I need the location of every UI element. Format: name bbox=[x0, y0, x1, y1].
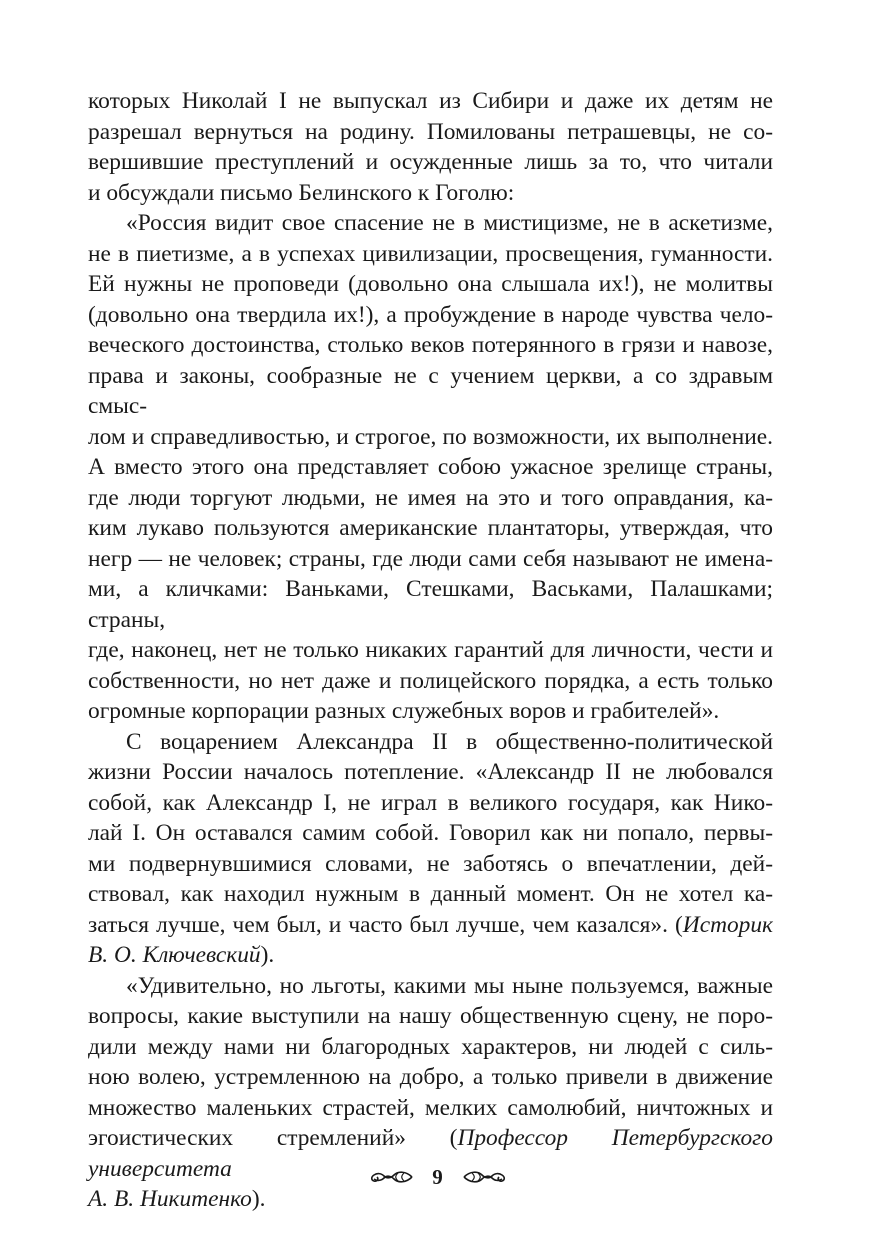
citation-italic: А. В. Никитенко bbox=[88, 1186, 252, 1212]
citation-italic: Профессор Петербургского университета bbox=[88, 1125, 773, 1182]
citation-italic: В. О. Ключевский bbox=[88, 942, 261, 968]
page-body bbox=[88, 86, 773, 1215]
text-line: ми, а кличками: Ваньками, Стешками, Васьками, Палашками; страны, bbox=[88, 576, 773, 633]
text-run: ). bbox=[251, 1186, 266, 1212]
text-line: вершившие преступлений и осужденные лишь за то, что читали bbox=[88, 149, 773, 175]
text-line: где люди торгуют людьми, не имея на это и того оправдания, ка- bbox=[88, 484, 773, 511]
text-line: ким лукаво пользуются американские плантаторы, утверждая, что bbox=[88, 515, 773, 541]
text-run: ). bbox=[260, 942, 275, 968]
paragraph-3-alexander bbox=[88, 727, 773, 971]
right-ornament-icon bbox=[462, 1169, 508, 1185]
page-footer bbox=[0, 1163, 875, 1191]
text-line: не в пиетизме, а в успехах цивилизации, просвещения, гуманности. bbox=[88, 240, 773, 267]
text-line: жизни России началось потепление. «Александр II не любовался bbox=[88, 759, 773, 785]
citation-italic: Историк bbox=[682, 911, 773, 938]
text-run: эгоистических стремлений» ( bbox=[88, 1125, 458, 1151]
text-line: «Удивительно, но льготы, какими мы ныне пользуемся, важные bbox=[126, 972, 773, 999]
text-line bbox=[88, 940, 773, 971]
text-run: заться лучше, чем был, и часто был лучше, чем казался». ( bbox=[88, 911, 683, 938]
text-line: права и законы, сообразные не с учением церкви, а со здравым смыс- bbox=[88, 362, 773, 419]
text-line: множество маленьких страстей, мелких самолюбий, ничтожных и bbox=[88, 1094, 773, 1121]
text-line: собой, как Александр I, не играл в великого государя, как Нико- bbox=[88, 789, 773, 816]
text-line: и обсуждали письмо Белинского к Гоголю: bbox=[88, 179, 515, 206]
text-line: ми подвернувшимися словами, не заботясь о впечатлении, дей- bbox=[88, 850, 773, 877]
text-line: негр — не человек; страны, где люди сами себя называют не имена- bbox=[88, 545, 773, 572]
text-line: где, наконец, нет не только никаких гарантий для личности, чести и bbox=[88, 637, 773, 663]
text-line: А вместо этого она представляет собою ужасное зрелище страны, bbox=[88, 454, 773, 480]
text-line: веческого достоинства, столько веков потерянного в грязи и навозе, bbox=[88, 332, 773, 358]
text-line: разрешал вернуться на родину. Помилованы петрашевцы, не со- bbox=[88, 118, 773, 145]
text-line: вопросы, какие выступили на нашу общественную сцену, не поро- bbox=[88, 1003, 773, 1029]
text-line: С воцарением Александра II в общественно-политической bbox=[126, 728, 773, 755]
page-number: 9 bbox=[432, 1164, 443, 1189]
text-line: ною волею, устремленною на добро, а только привели в движение bbox=[88, 1064, 773, 1090]
text-line: дили между нами ни благородных характеров, ни людей с силь- bbox=[88, 1033, 773, 1060]
paragraph-1 bbox=[88, 86, 773, 208]
text-line: лом и справедливостью, и строгое, по возможности, их выполнение. bbox=[88, 423, 773, 450]
text-line: «Россия видит свое спасение не в мистицизме, не в аскетизме, bbox=[126, 210, 773, 236]
text-line: Ей нужны не проповеди (довольно она слышала их!), не молитвы bbox=[88, 271, 773, 297]
text-line: (довольно она твердила их!), а пробуждение в народе чувства чело- bbox=[88, 301, 773, 328]
text-line: собственности, но нет даже и полицейского порядка, а есть только bbox=[88, 667, 773, 694]
text-line: ствовал, как находил нужным в данный момент. Он не хотел ка- bbox=[88, 881, 773, 907]
left-ornament-icon bbox=[368, 1169, 414, 1185]
text-line: огромные корпорации разных служебных воров и грабителей». bbox=[88, 698, 720, 724]
text-line: которых Николай I не выпускал из Сибири и даже их детям не bbox=[88, 88, 773, 114]
text-line bbox=[88, 910, 773, 941]
paragraph-2-belinsky-quote bbox=[88, 208, 773, 727]
text-line: лай I. Он оставался самим собой. Говорил как ни попало, первы- bbox=[88, 820, 773, 846]
